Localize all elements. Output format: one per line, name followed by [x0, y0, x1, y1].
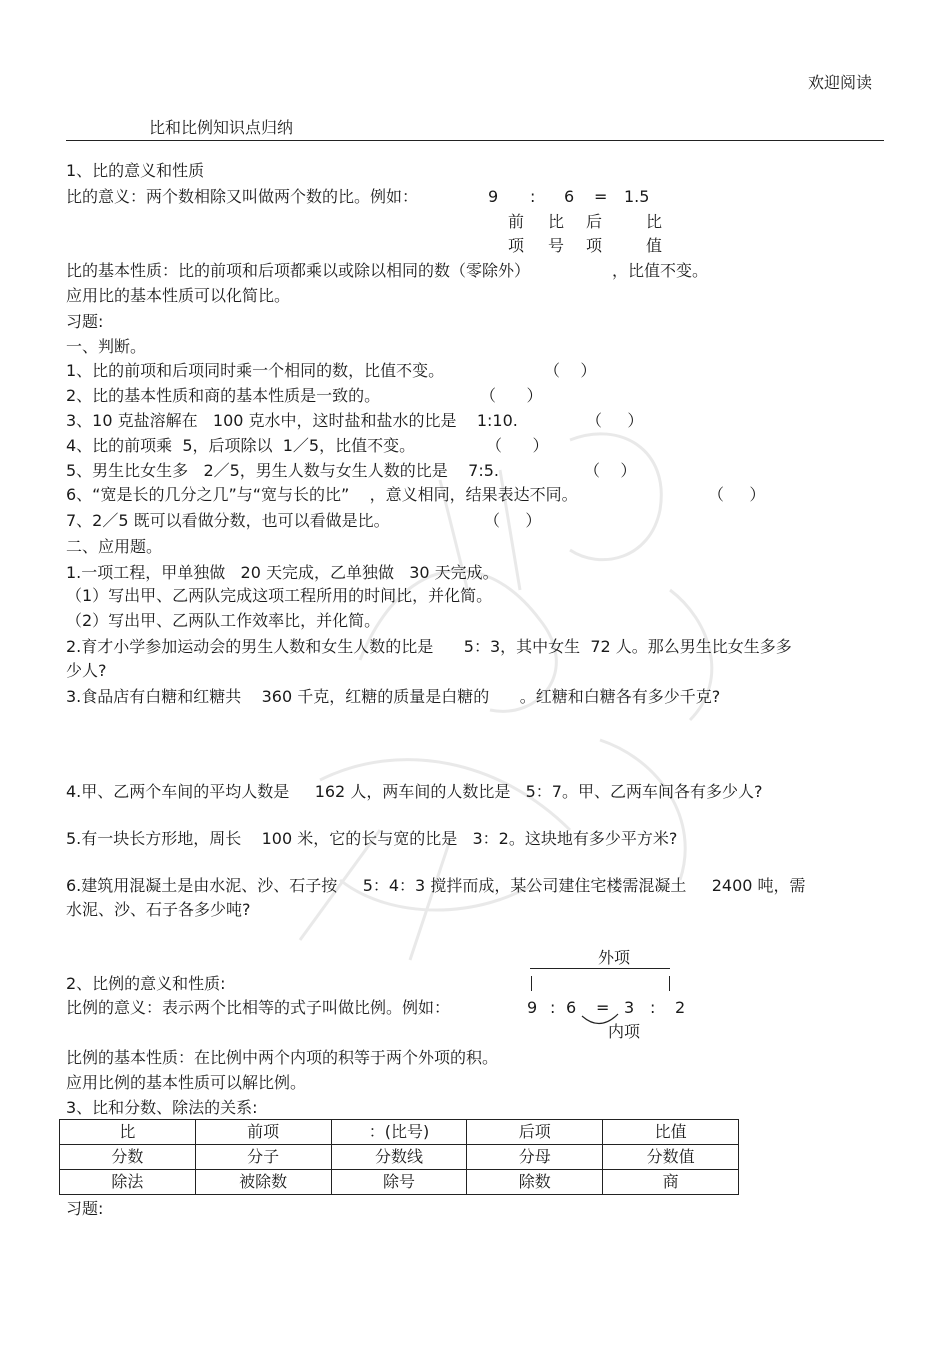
term-label-top: 前 [508, 212, 525, 231]
term-label-top: 后 [586, 212, 603, 231]
proportion-symbol: : [550, 998, 556, 1017]
proportion-term: 3 [624, 998, 635, 1017]
judge-item: 4、比的前项乘 5，后项除以 1／5，比值不变。 [66, 436, 416, 455]
exercise-label: 习题: [66, 312, 104, 331]
ratio-property-tail: ，比值不变。 [612, 261, 709, 280]
apply-item: 4.甲、乙两个车间的平均人数是 162 人，两车间的人数比是 5：7。甲、乙两车间各有多少人? [66, 782, 763, 801]
ratio-example-equals: = [594, 187, 608, 206]
judge-item: 1、比的前项和后项同时乘一个相同的数，比值不变。 [66, 361, 445, 380]
table-cell: 除法 [60, 1170, 196, 1195]
proportion-meaning: 比例的意义：表示两个比相等的式子叫做比例。例如： [66, 998, 451, 1017]
table-cell: 比 [60, 1120, 196, 1145]
answer-paren: （ ） [708, 485, 766, 504]
section3-heading: 3、比和分数、除法的关系: [66, 1098, 258, 1117]
answer-paren: （ ） [586, 411, 644, 430]
answer-paren: （ ） [484, 511, 542, 530]
proportion-property: 比例的基本性质：在比例中两个内项的积等于两个外项的积。 [66, 1048, 499, 1067]
term-label-top: 比 [646, 212, 663, 231]
proportion-term: 9 [527, 998, 538, 1017]
ratio-example-b: 6 [564, 187, 575, 206]
apply-item: 2.育才小学参加运动会的男生人数和女生人数的比是 5：3，其中女生 72 人。那么男生比女生多多 [66, 637, 792, 656]
apply-item-continued: 少人? [66, 661, 107, 680]
term-label-bottom: 项 [508, 236, 525, 255]
judge-item: 2、比的基本性质和商的基本性质是一致的。 [66, 386, 381, 405]
apply-item: 6.建筑用混凝土是由水泥、沙、石子按 5：4：3 搅拌而成，某公司建住宅楼需混凝土 2400 吨，需 [66, 876, 806, 895]
table-cell: 除号 [331, 1170, 467, 1195]
outer-terms-tick-right [669, 976, 670, 991]
apply-heading: 二、应用题。 [66, 537, 163, 556]
ratio-simplify-note: 应用比的基本性质可以化简比。 [66, 286, 291, 305]
table-row [60, 1170, 739, 1195]
ratio-example-a: 9 [488, 187, 499, 206]
table-cell: 后项 [467, 1120, 603, 1145]
judge-item: 3、10 克盐溶解在 100 克水中，这时盐和盐水的比是 1:10. [66, 411, 518, 430]
watermark-stamp [240, 360, 800, 1000]
header-rule [66, 140, 884, 141]
apply-item: 3.食品店有白糖和红糖共 360 千克，红糖的质量是白糖的 。红糖和白糖各有多少千克? [66, 687, 721, 706]
table-row [60, 1145, 739, 1170]
header-right-text: 欢迎阅读 [808, 73, 873, 92]
ratio-example-value: 1.5 [624, 187, 650, 206]
proportion-term: 6 [566, 998, 577, 1017]
proportion-symbol: : [650, 998, 656, 1017]
relation-table [59, 1119, 739, 1195]
table-cell: 分子 [195, 1145, 331, 1170]
outer-terms-bracket [530, 968, 670, 969]
table-cell: 前项 [195, 1120, 331, 1145]
proportion-term: 2 [675, 998, 686, 1017]
proportion-symbol: = [596, 998, 610, 1017]
ratio-property: 比的基本性质：比的前项和后项都乘以或除以相同的数（零除外） [66, 261, 531, 280]
term-label-bottom: 项 [586, 236, 603, 255]
section1-heading: 1、比的意义和性质 [66, 161, 205, 180]
judge-heading: 一、判断。 [66, 337, 147, 356]
exercise-label-2: 习题: [66, 1199, 104, 1218]
section2-heading: 2、比例的意义和性质: [66, 974, 226, 993]
judge-item: 6、“宽是长的几分之几”与“宽与长的比” ，意义相同，结果表达不同。 [66, 485, 578, 504]
proportion-solve-note: 应用比例的基本性质可以解比例。 [66, 1073, 307, 1092]
table-cell: ：(比号) [331, 1120, 467, 1145]
apply-item: 5.有一块长方形地，周长 100 米，它的长与宽的比是 3：2。这块地有多少平方米? [66, 829, 678, 848]
table-cell: 分数值 [603, 1145, 739, 1170]
table-cell: 被除数 [195, 1170, 331, 1195]
table-cell: 分数线 [331, 1145, 467, 1170]
table-row [60, 1120, 739, 1145]
table-cell: 商 [603, 1170, 739, 1195]
outer-terms-label: 外项 [598, 948, 631, 967]
answer-paren: （ ） [486, 436, 549, 455]
term-label-bottom: 值 [646, 236, 663, 255]
table-cell: 比值 [603, 1120, 739, 1145]
judge-item: 7、2／5 既可以看做分数，也可以看做是比。 [66, 511, 390, 530]
judge-item: 5、男生比女生多 2／5，男生人数与女生人数的比是 7:5. [66, 461, 499, 480]
apply-subitem: （2）写出甲、乙两队工作效率比，并化简。 [66, 611, 381, 630]
table-cell: 分母 [467, 1145, 603, 1170]
answer-paren: （ ） [544, 361, 597, 380]
table-cell: 除数 [467, 1170, 603, 1195]
apply-subitem: （1）写出甲、乙两队完成这项工程所用的时间比，并化简。 [66, 586, 493, 605]
page-title: 比和比例知识点归纳 [149, 118, 294, 137]
answer-paren: （ ） [584, 461, 637, 480]
answer-paren: （ ） [480, 386, 543, 405]
outer-terms-tick-left [531, 976, 532, 991]
inner-terms-label: 内项 [608, 1022, 641, 1041]
ratio-example-colon: : [530, 187, 536, 206]
apply-item: 1.一项工程，甲单独做 20 天完成，乙单独做 30 天完成。 [66, 563, 499, 582]
ratio-meaning: 比的意义：两个数相除又叫做两个数的比。例如： [66, 187, 419, 206]
term-label-bottom: 号 [548, 236, 565, 255]
apply-item-continued: 水泥、沙、石子各多少吨? [66, 900, 251, 919]
term-label-top: 比 [548, 212, 565, 231]
table-cell: 分数 [60, 1145, 196, 1170]
